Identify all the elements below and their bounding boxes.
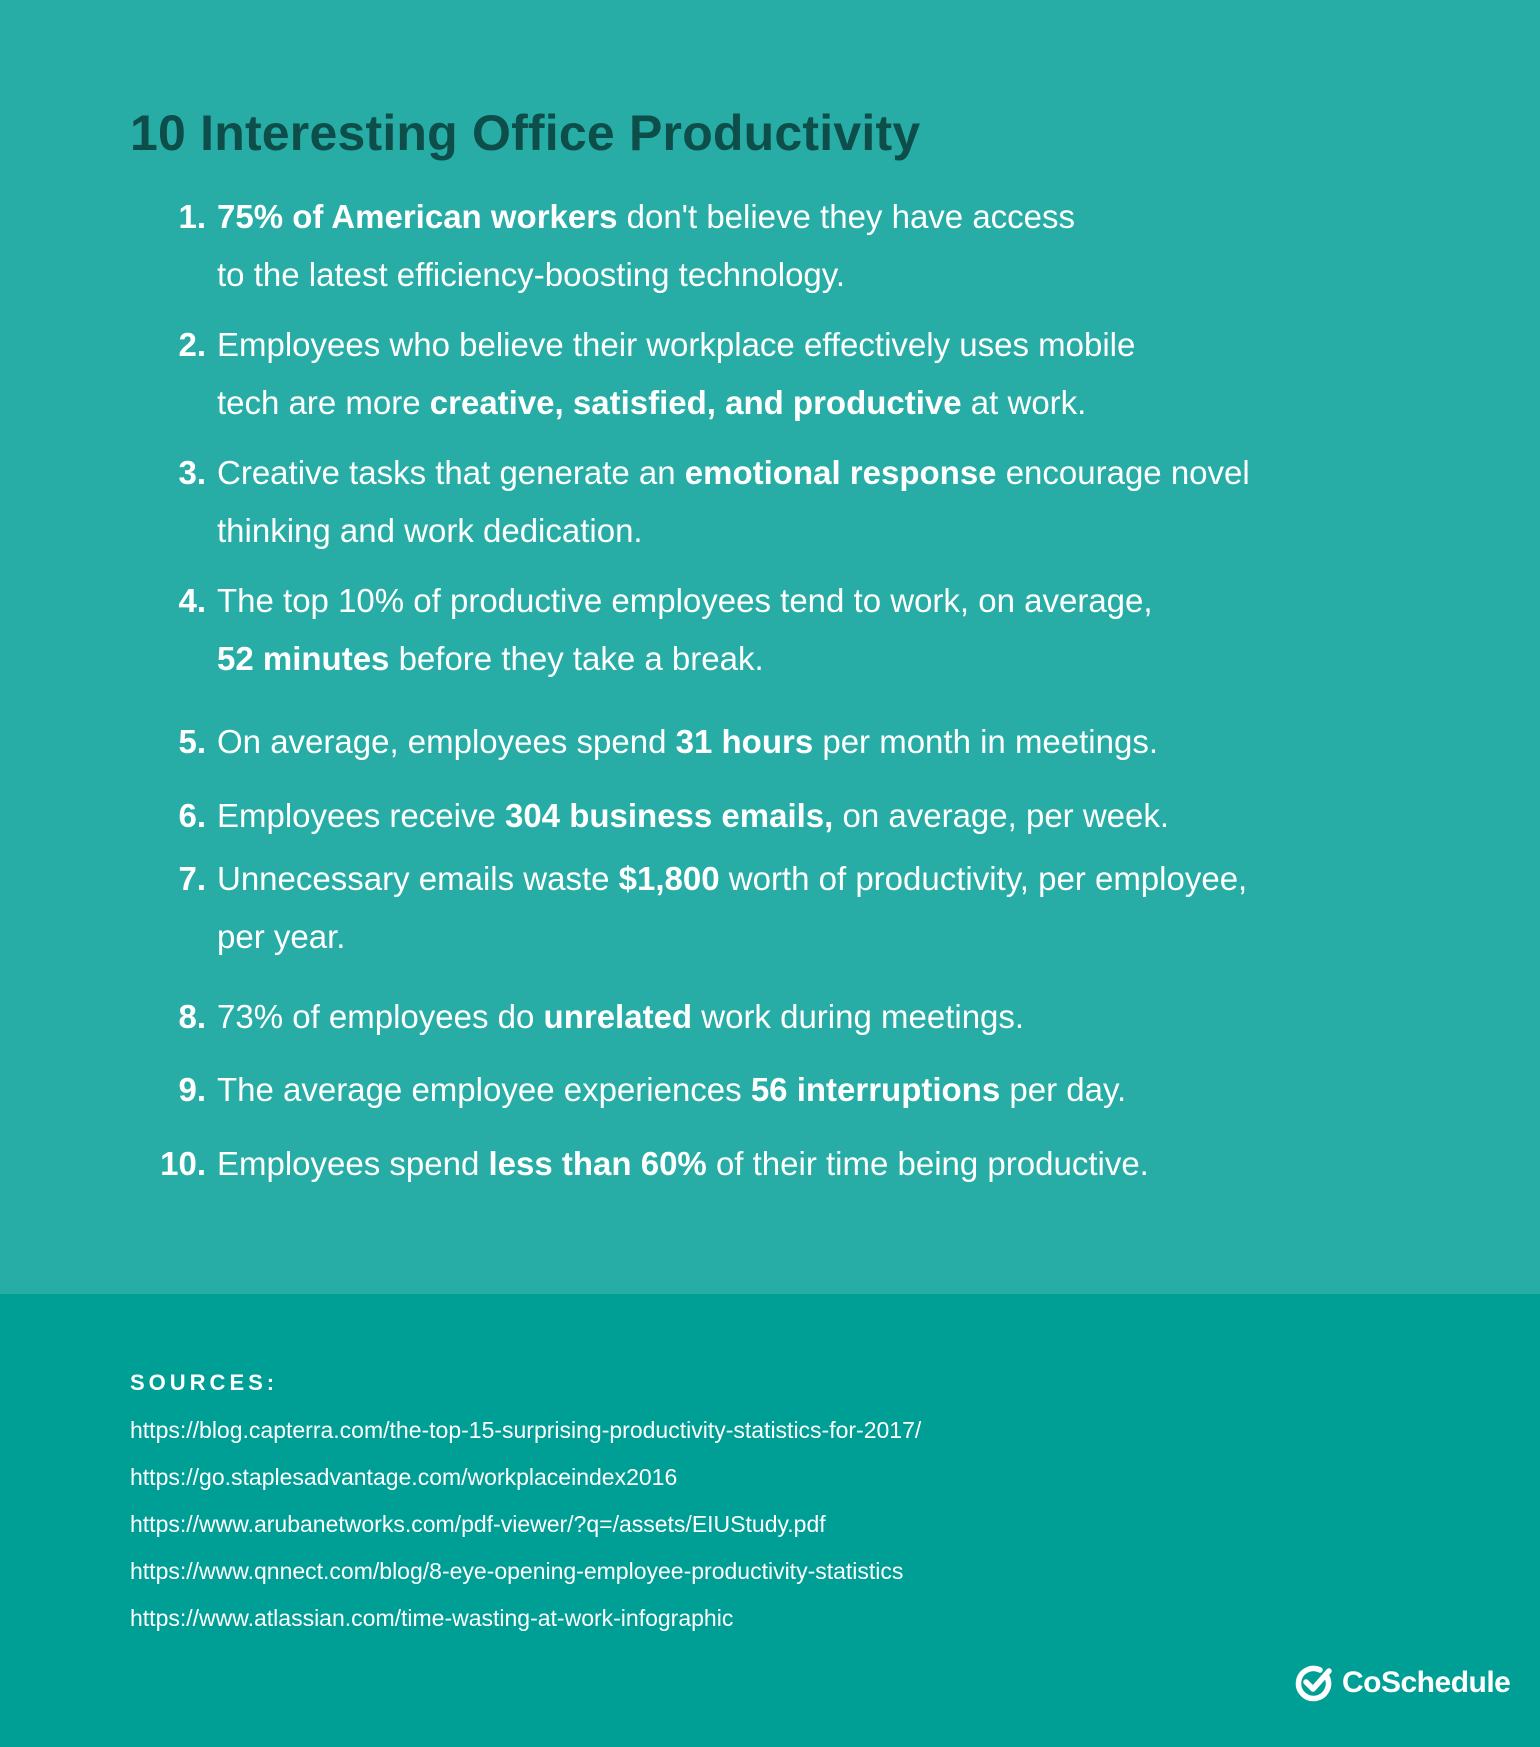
- stat-text: [217, 713, 1367, 771]
- stat-text-segment: thinking and work dedication.: [217, 512, 643, 549]
- stat-text: [217, 316, 1367, 432]
- stat-highlight: 304 business emails,: [504, 797, 834, 834]
- stat-number: 5.: [178, 723, 206, 760]
- stat-number: 7.: [178, 860, 206, 897]
- stat-text-segment: Creative tasks that generate an: [217, 454, 685, 491]
- stat-highlight: unrelated: [543, 998, 693, 1035]
- source-link[interactable]: https://go.staplesadvantage.com/workplaceindex2016: [130, 1464, 678, 1490]
- stat-text-segment: before they take a break.: [389, 640, 764, 677]
- stat-text: [217, 444, 1367, 560]
- source-link[interactable]: https://www.qnnect.com/blog/8-eye-opening-employee-productivity-statistics: [130, 1558, 904, 1584]
- page-title: 10 Interesting Office Productivity: [130, 105, 921, 161]
- stat-highlight: creative, satisfied, and productive: [429, 384, 962, 421]
- stat-text-segment: 73% of employees do: [217, 998, 544, 1035]
- stat-text-segment: Employees who believe their workplace effectively uses mobile: [217, 326, 1136, 363]
- stat-highlight: emotional response: [684, 454, 997, 491]
- stat-text-segment: worth of productivity, per employee,: [719, 860, 1248, 897]
- stat-number: 9.: [178, 1071, 206, 1108]
- stat-number: 2.: [178, 326, 206, 363]
- stat-text-segment: Employees receive: [217, 797, 505, 834]
- stat-text: [217, 850, 1367, 966]
- stat-text-segment: encourage novel: [996, 454, 1250, 491]
- stat-text: [217, 1135, 1367, 1193]
- stat-number: 1.: [178, 198, 206, 235]
- stat-text-segment: Unnecessary emails waste: [217, 860, 619, 897]
- checkmark-circle-logo-icon: [1294, 1663, 1334, 1703]
- stat-number: 4.: [178, 582, 206, 619]
- stat-text-segment: of their time being productive.: [706, 1145, 1149, 1182]
- stat-text: [217, 787, 1367, 845]
- stat-number: 6.: [178, 797, 206, 834]
- stat-number: 10.: [160, 1145, 206, 1182]
- stat-highlight: $1,800: [618, 860, 720, 897]
- stat-text-segment: at work.: [961, 384, 1087, 421]
- source-link[interactable]: https://www.arubanetworks.com/pdf-viewer/?q=/assets/EIUStudy.pdf: [130, 1511, 826, 1537]
- stat-highlight: less than 60%: [488, 1145, 707, 1182]
- source-link[interactable]: https://blog.capterra.com/the-top-15-surprising-productivity-statistics-for-2017/: [130, 1417, 922, 1443]
- stat-number: 8.: [178, 998, 206, 1035]
- stat-text: [217, 188, 1367, 304]
- coschedule-logo: [1294, 1662, 1510, 1704]
- stat-highlight: 52 minutes: [217, 640, 390, 677]
- stat-text: [217, 1061, 1367, 1119]
- stat-text-segment: per year.: [217, 918, 346, 955]
- stat-text: [217, 572, 1367, 688]
- sources-heading: SOURCES:: [130, 1370, 279, 1395]
- stat-text-segment: don't believe they have access: [617, 198, 1076, 235]
- stat-highlight: 56 interruptions: [750, 1071, 1001, 1108]
- stat-text: [217, 988, 1367, 1046]
- stat-text-segment: Employees spend: [217, 1145, 489, 1182]
- stat-text-segment: The top 10% of productive employees tend to work, on average,: [217, 582, 1153, 619]
- stat-highlight: 31 hours: [675, 723, 814, 760]
- source-link[interactable]: https://www.atlassian.com/time-wasting-at-work-infographic: [130, 1605, 734, 1631]
- stat-text-segment: work during meetings.: [692, 998, 1025, 1035]
- stat-text-segment: to the latest efficiency-boosting technology.: [217, 256, 845, 293]
- stat-text-segment: per month in meetings.: [813, 723, 1159, 760]
- stat-text-segment: The average employee experiences: [217, 1071, 751, 1108]
- stat-text-segment: per day.: [1000, 1071, 1127, 1108]
- stat-text-segment: on average, per week.: [833, 797, 1170, 834]
- brand-name: CoSchedule: [1342, 1666, 1511, 1699]
- stat-text-segment: tech are more: [217, 384, 430, 421]
- stat-highlight: 75% of American workers: [217, 198, 618, 235]
- stat-text-segment: On average, employees spend: [217, 723, 676, 760]
- stat-number: 3.: [178, 454, 206, 491]
